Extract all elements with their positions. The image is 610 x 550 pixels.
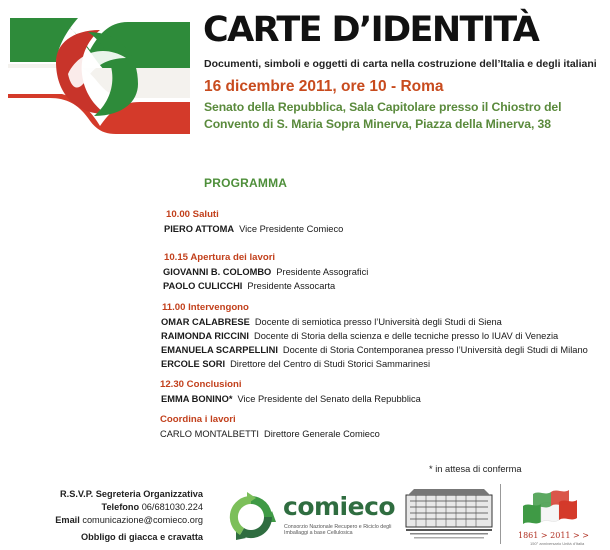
comieco-tagline: Consorzio Nazionale Recupero e Riciclo degli Imballaggi a base Cellulosica (284, 524, 392, 536)
speaker-name: GIOVANNI B. COLOMBO (163, 267, 272, 277)
speaker-name: RAIMONDA RICCINI (161, 331, 249, 341)
recycle-icon (226, 492, 276, 542)
program-section-title: 12.30 Conclusioni (160, 379, 242, 390)
phone-number: 06/681030.224 (141, 502, 203, 512)
rsvp-phone (102, 502, 203, 512)
event-title: CARTE D’IDENTITÀ (203, 10, 539, 50)
rsvp-email (55, 515, 203, 525)
email-address[interactable]: comunicazione@comieco.org (82, 515, 203, 525)
speaker-role: Vice Presidente del Senato della Repubblica (237, 394, 421, 404)
event-venue-line-2: Convento di S. Maria Sopra Minerva, Piazza della Minerva, 38 (204, 117, 551, 131)
program-entry (161, 331, 558, 341)
italian-flags-icon (519, 488, 581, 528)
speaker-name: EMMA BONINO* (161, 394, 233, 404)
program-entry (161, 317, 502, 327)
program-section-title: 10.00 Saluti (166, 209, 219, 220)
event-venue-line-1: Senato della Repubblica, Sala Capitolare presso il Chiostro del (204, 100, 562, 114)
program-entry (160, 429, 380, 439)
program-section-title: 11.00 Intervengono (162, 302, 249, 313)
event-date: 16 dicembre 2011, ore 10 - Roma (204, 78, 444, 95)
program-entry (163, 281, 335, 291)
speaker-role: Direttore del Centro di Studi Storici Sammarinesi (230, 359, 431, 369)
senate-building-icon (404, 487, 494, 543)
speaker-name: EMANUELA SCARPELLINI (161, 345, 278, 355)
speaker-role: Docente di Storia Contemporanea presso l’Università degli Studi di Milano (282, 345, 588, 355)
speaker-role: Vice Presidente Comieco (239, 224, 344, 234)
event-subtitle: Documenti, simboli e oggetti di carta nella costruzione dell’Italia e degli italiani (204, 58, 597, 70)
speaker-name: PIERO ATTOMA (164, 224, 235, 234)
program-entry (161, 345, 588, 355)
speaker-name: CARLO MONTALBETTI (160, 429, 260, 439)
speaker-role: Direttore Generale Comieco (264, 429, 380, 439)
speaker-role: Docente di semiotica presso l’Università degli Studi di Siena (254, 317, 502, 327)
program-entry (163, 267, 368, 277)
program-section-title: Coordina i lavori (160, 414, 236, 425)
phone-label: Telefono (101, 502, 140, 512)
rsvp-title: R.S.V.P. Segreteria Organizzativa (60, 489, 203, 499)
comieco-wordmark: comieco (283, 492, 396, 521)
program-heading: PROGRAMMA (204, 176, 288, 190)
anniversary-years: 1861 > 2011 > > (518, 531, 589, 540)
email-label: Email (55, 515, 80, 525)
speaker-role: Presidente Assografici (276, 267, 369, 277)
program-entry (161, 394, 421, 404)
speaker-role: Docente di Storia della scienza e delle tecniche presso lo IUAV di Venezia (253, 331, 559, 341)
dress-code: Obbligo di giacca e cravatta (80, 532, 203, 542)
program-entry (161, 359, 430, 369)
anniversary-caption: 150° anniversario Unità d'Italia (530, 541, 585, 546)
tricolor-ribbon-logo (8, 14, 190, 136)
program-section-title: 10.15 Apertura dei lavori (164, 252, 276, 263)
program-entry (164, 224, 343, 234)
footer-divider (500, 484, 501, 544)
speaker-name: PAOLO CULICCHI (163, 281, 243, 291)
speaker-name: OMAR CALABRESE (161, 317, 250, 327)
speaker-name: ERCOLE SORI (161, 359, 226, 369)
confirmation-note: * in attesa di conferma (429, 464, 522, 474)
speaker-role: Presidente Assocarta (247, 281, 336, 291)
